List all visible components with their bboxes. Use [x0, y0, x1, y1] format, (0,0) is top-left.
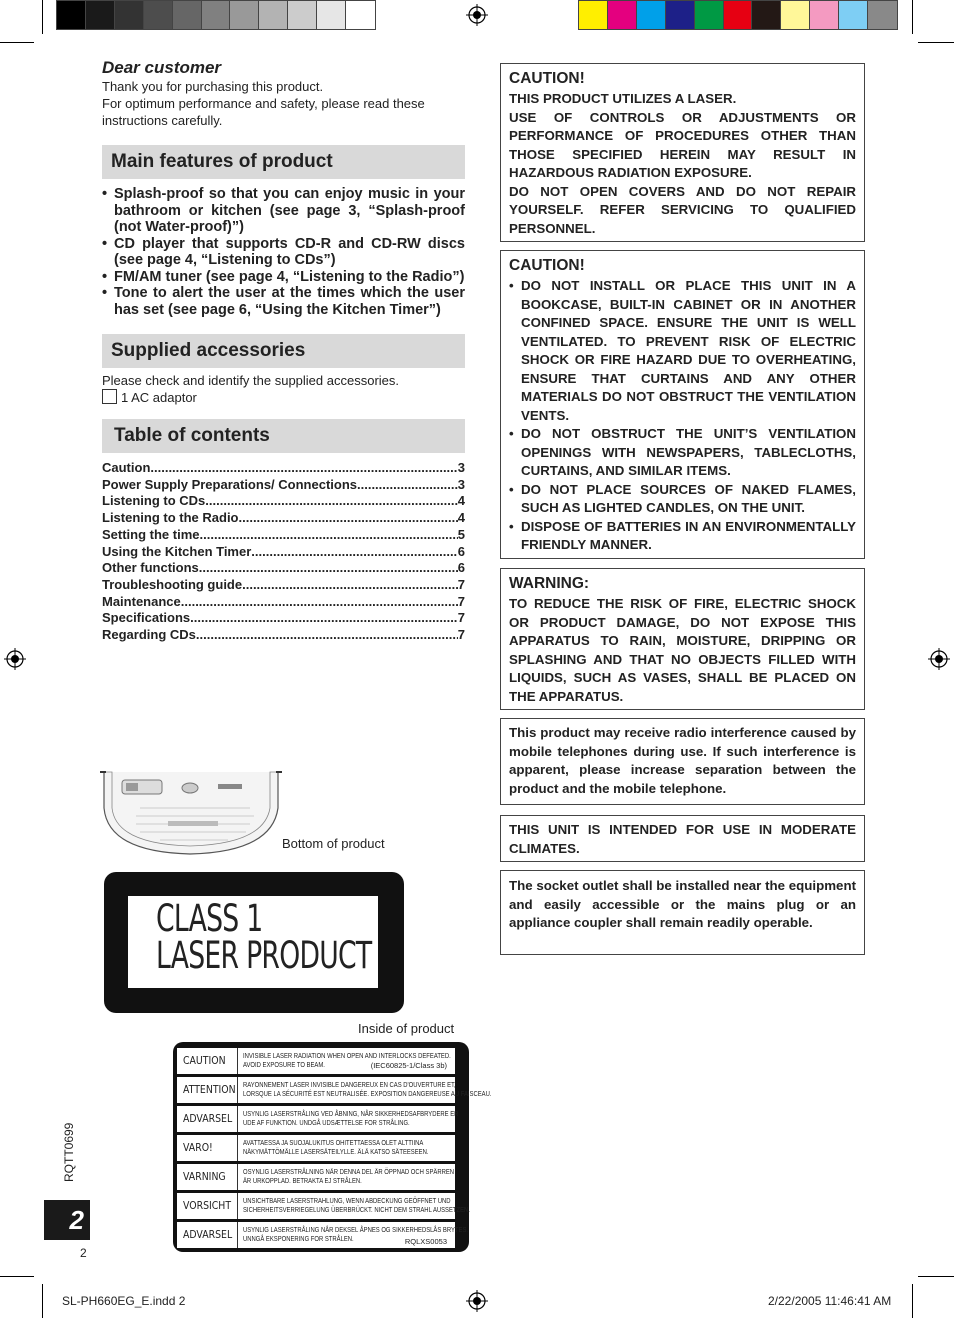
crop-mark	[42, 0, 43, 34]
list-item: • DO NOT PLACE SOURCES OF NAKED FLAMES, SUCH AS LIGHTED CANDLES, ON THE UNIT.	[509, 481, 856, 515]
caution-laser-box	[500, 63, 865, 242]
interference-text: This product may receive radio interference caused by mobile telephones during use. If such interference is apparent, please increase separation between the product and the mobile telephone.	[509, 725, 856, 796]
color-swatch	[230, 1, 259, 29]
caution-install-box	[500, 250, 865, 559]
color-swatch	[579, 1, 608, 29]
warning-row-text: OSYNLIG LASERSTRÅLNING NÄR DENNA DEL ÄR ÖPPNAD OCH SPÄRREN ÄR URKOPPLAD. BETRAKTA EJ STRÅLEN.	[243, 1167, 455, 1185]
warning-row-label: ADVARSEL	[183, 1112, 233, 1125]
warning-row-ref: (IEC60825-1/Class 3b)	[370, 1061, 447, 1070]
warning-row-label: CAUTION	[183, 1054, 226, 1067]
crop-mark	[42, 1284, 43, 1318]
crop-mark	[0, 1276, 34, 1277]
list-item: • FM/AM tuner (see page 4, “Listening to the Radio”)	[102, 268, 465, 285]
color-swatch	[346, 1, 375, 29]
registration-mark-icon	[466, 1290, 488, 1312]
laser-label-text	[156, 897, 372, 977]
color-swatch	[810, 1, 839, 29]
warning-row-text: UNSICHTBARE LASERSTRAHLUNG, WENN ABDECKUNG GEÖFFNET UND SICHERHEITSVERRIEGELUNG ÜBERBRÜCKT. NICHT DEM STRAHL AUSSETZEN.	[243, 1196, 470, 1214]
bottom-caption: Bottom of product	[282, 836, 385, 851]
toc-row[interactable]: Caution ..... 3	[102, 460, 465, 477]
caution-list	[509, 277, 856, 555]
color-swatch	[666, 1, 695, 29]
warning-row	[177, 1077, 492, 1103]
class1-laser-label	[104, 872, 404, 1013]
warning-heading: WARNING:	[509, 575, 590, 592]
list-item: • DO NOT OBSTRUCT THE UNIT’S VENTILATION OPENINGS WITH NEWSPAPERS, TABLECLOTHS, CURTAINS, AND SIMILAR ITEMS.	[509, 426, 856, 478]
laser-line-2: LASER PRODUCT	[156, 934, 372, 977]
toc-list	[102, 460, 465, 644]
warning-row-text: RAYONNEMENT LASER INVISIBLE DANGEREUX EN CAS D'OUVERTURE ET, LORSQUE LA SÉCURITÉ EST NEUTRALISÉE. EXPOSITION DANGEREUSE AU FAISCEAU.	[243, 1080, 492, 1098]
color-swatch	[637, 1, 666, 29]
dear-customer-title: Dear customer	[102, 58, 222, 77]
warning-row-label: VARNING	[183, 1170, 226, 1183]
laser-warning-label	[173, 1042, 492, 1252]
crop-mark	[0, 42, 34, 43]
list-item: • DISPOSE OF BATTERIES IN AN ENVIRONMENTALLY FRIENDLY MANNER.	[509, 518, 856, 552]
grayscale-bar	[56, 0, 376, 30]
warning-row	[177, 1135, 455, 1161]
registration-mark-icon	[4, 648, 26, 670]
climate-text: THIS UNIT IS INTENDED FOR USE IN MODERATE CLIMATES.	[509, 822, 856, 856]
caution-text: THIS PRODUCT UTILIZES A LASER.	[509, 91, 737, 106]
dear-line-1: Thank you for purchasing this product.	[102, 79, 324, 94]
color-swatch	[608, 1, 637, 29]
color-swatch	[724, 1, 753, 29]
caution-text: USE OF CONTROLS OR ADJUSTMENTS OR PERFORMANCE OF PROCEDURES OTHER THAN THOSE SPECIFIED HEREIN MAY RESULT IN HAZARDOUS RADIATION EXPOSURE.	[509, 109, 856, 180]
toc-row[interactable]: Listening to CDs ..... 4	[102, 493, 465, 510]
warning-row-ref: RQLXS0053	[404, 1237, 447, 1246]
crop-mark	[918, 42, 954, 43]
warning-row-label: ATTENTION	[183, 1083, 236, 1096]
color-swatch	[202, 1, 231, 29]
warning-text: TO REDUCE THE RISK OF FIRE, ELECTRIC SHOCK OR PRODUCT DAMAGE, DO NOT EXPOSE THIS APPARATUS TO RAIN, MOISTURE, DRIPPING OR SPLASHING AND THAT NO OBJECTS FILLED WITH LIQUIDS, SUCH AS VASES, SHALL BE PLACED ON THE APPARATUS.	[509, 596, 856, 704]
toc-row[interactable]: Regarding CDs ..... 7	[102, 627, 465, 644]
warning-row	[177, 1106, 459, 1132]
doc-code: RQTT0699	[62, 1122, 76, 1182]
features-heading: Main features of product	[102, 145, 465, 179]
toc-row[interactable]: Setting the time ..... 5	[102, 527, 465, 544]
color-swatch	[868, 1, 897, 29]
toc-row[interactable]: Other functions ..... 6	[102, 560, 465, 577]
accessories-intro: Please check and identify the supplied accessories.	[102, 373, 400, 388]
warning-row	[177, 1193, 470, 1219]
color-swatch	[288, 1, 317, 29]
socket-text: The socket outlet shall be installed near the equipment and easily accessible or the mains plug or an appliance coupler shall remain readily operable.	[509, 878, 856, 930]
warning-row-label: VORSICHT	[183, 1199, 232, 1212]
list-item: • DO NOT INSTALL OR PLACE THIS UNIT IN A BOOKCASE, BUILT-IN CABINET OR IN ANOTHER CONFINED SPACE. ENSURE THE UNIT IS WELL VENTILATED. TO PREVENT RISK OF ELECTRIC SHOCK OR FIRE HAZARD DUE TO OVERHEATING, ENSURE THAT CURTAINS AND ANY OTHER MATERIALS DO NOT OBSTRUCT THE VENTILATION VENTS.	[509, 278, 856, 423]
interference-box	[500, 718, 865, 805]
caution-heading: CAUTION!	[509, 257, 585, 274]
color-swatch	[752, 1, 781, 29]
toc-heading: Table of contents	[102, 419, 465, 453]
crop-mark	[912, 1284, 913, 1318]
color-swatch	[115, 1, 144, 29]
warning-row-text: USYNLIG LASERSTRÅLING VED ÅBNING, NÅR SIKKERHEDSAFBRYDERE ER UDE AF FUNKTION. UNDGÅ UDSÆTTELSE FOR STRÅLING.	[243, 1109, 459, 1127]
warning-row	[177, 1164, 455, 1190]
warning-row-text: INVISIBLE LASER RADIATION WHEN OPEN AND INTERLOCKS DEFEATED. AVOID EXPOSURE TO BEAM.	[243, 1051, 451, 1069]
slug-file: SL-PH660EG_E.indd 2	[62, 1294, 186, 1308]
page-number: 2	[80, 1246, 87, 1260]
caution-text: DO NOT OPEN COVERS AND DO NOT REPAIR YOURSELF. REFER SERVICING TO QUALIFIED PERSONNEL.	[509, 183, 856, 236]
list-item: • Tone to alert the user at the times which the user has set (see page 6, “Using the Kitchen Timer”)	[102, 285, 465, 318]
checkbox	[102, 389, 117, 404]
registration-mark-icon	[928, 648, 950, 670]
color-swatch	[57, 1, 86, 29]
crop-mark	[912, 0, 913, 34]
toc-row[interactable]: Troubleshooting guide ..... 7	[102, 577, 465, 594]
registration-mark-icon	[466, 4, 488, 26]
color-swatch	[259, 1, 288, 29]
features-list	[102, 186, 465, 318]
color-bar	[578, 0, 898, 30]
toc-row[interactable]: Maintenance ..... 7	[102, 594, 465, 611]
color-swatch	[839, 1, 868, 29]
page-badge: 2	[44, 1200, 90, 1240]
product-bottom-illustration	[100, 768, 282, 868]
inside-caption: Inside of product	[358, 1021, 455, 1036]
list-item: • CD player that supports CD-R and CD-RW discs (see page 4, “Listening to CDs”)	[102, 235, 465, 268]
accessories-heading: Supplied accessories	[102, 334, 465, 368]
toc-row[interactable]: Specifications ..... 7	[102, 610, 465, 627]
crop-mark	[918, 1276, 954, 1277]
warning-box	[500, 568, 865, 710]
climate-box	[500, 815, 865, 862]
color-swatch	[781, 1, 810, 29]
dear-line-2: For optimum performance and safety, please read these instructions carefully.	[102, 96, 425, 128]
color-swatch	[695, 1, 724, 29]
slug-date: 2/22/2005 11:46:41 AM	[768, 1294, 892, 1308]
left-column	[102, 58, 465, 644]
toc-row[interactable]: Using the Kitchen Timer ..... 6	[102, 544, 465, 561]
color-swatch	[144, 1, 173, 29]
warning-row	[177, 1222, 469, 1248]
accessory-item: 1 AC adaptor	[102, 389, 465, 406]
warning-row-label: VARO!	[183, 1141, 213, 1154]
list-item: • Splash-proof so that you can enjoy music in your bathroom or kitchen (see page 3, “Splash-proof (not Water-proof)”)	[102, 186, 465, 235]
color-swatch	[173, 1, 202, 29]
laser-line-1: CLASS 1	[156, 897, 263, 940]
laser-label-panel	[128, 896, 378, 988]
warning-row	[177, 1048, 455, 1074]
color-swatch	[86, 1, 115, 29]
socket-box	[500, 870, 865, 955]
warning-row-label: ADVARSEL	[183, 1228, 233, 1241]
toc-row[interactable]: Power Supply Preparations/ Connections ..... 3	[102, 477, 465, 494]
caution-heading: CAUTION!	[509, 70, 585, 87]
toc-row[interactable]: Listening to the Radio ..... 4	[102, 510, 465, 527]
warning-row-text: AVATTAESSA JA SUOJALUKITUS OHITETTAESSA OLET ALTTIINA NÄKYMÄTTÖMÄLLE LASERSÄTEILYLLE. ÄLÄ KATSO SÄTEESEEN.	[243, 1138, 429, 1156]
color-swatch	[317, 1, 346, 29]
warning-row-text: USYNLIG LASERSTRÅLING NÅR DEKSEL ÅPNES OG SIKKERHEDSLÅS BRYTES. UNNGÅ EKSPONERING FOR STRÅLEN.	[243, 1225, 469, 1243]
